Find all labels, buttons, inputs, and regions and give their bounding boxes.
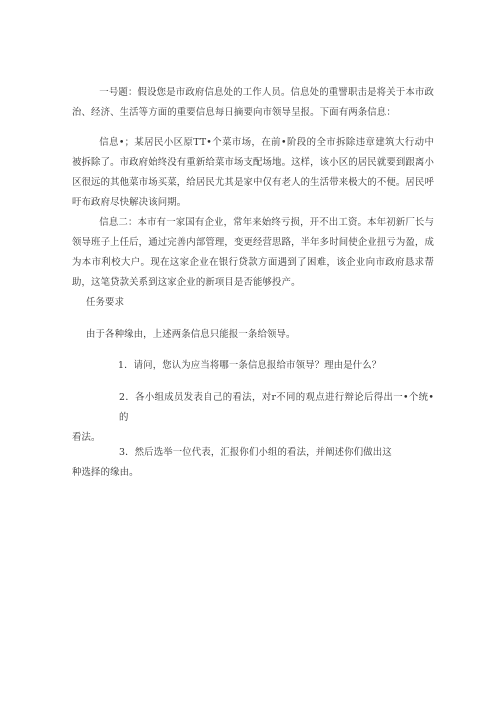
info-one-paragraph: 信息•；某居民小区原TT•个菜市场，在前•阶段的全市拆除违章建筑大行动中被拆除了。市政府始终没有重新给菜市场支配场地。这样，该小区的居民就要到跟离小区很远的其他菜市场买菜，给居民尤其是家中仅有老人的生活带来极大的不便。居民呼吁布政府尽快解决该问期。 — [72, 137, 434, 208]
reason-paragraph: 由于各种缘由，上述两条信息只能报一条给领导。 — [86, 329, 296, 340]
intro-paragraph: 一号题：假设您是市政府信息处的工作人员。信息处的重譬职击是将关于本市政治、经济、生活等方面的重要信息每日摘要向市领导呈报。下面有两条信息： — [72, 87, 434, 118]
question-two — [72, 388, 434, 448]
question-three-line-1: 3．然后选举一位代表，汇报你们小组的看法，并阐述你们做出这 — [119, 447, 392, 458]
question-two-line-2: 看法。 — [72, 432, 101, 443]
task-heading: 任务要求 — [86, 297, 125, 308]
question-three-line-2: 种选择的缘由。 — [72, 467, 139, 478]
info-two-paragraph: 信息二：本市有一家国有企业，常年来始终亏损，开不出工资。本年初新厂长与领导班子上任后，通过完善内部管理，变更经营思路，半年多时间使企业扭亏为盈，成为本市利校大户。现在这家企业在银行贷款方面遇到了困难，该企业向市政府恳求帮助，这笔贷款关系到这家企业的新项目是否能够投产。 — [72, 217, 434, 288]
question-one: 1．请问，您认为应当将哪一条信息报给市领导？理由是什么？ — [118, 360, 382, 371]
question-two-line-1: 2．各小组成员发表自己的看法，对r不同的观点进行辩论后得出一•个统•的 — [119, 392, 434, 423]
question-three — [72, 443, 434, 483]
